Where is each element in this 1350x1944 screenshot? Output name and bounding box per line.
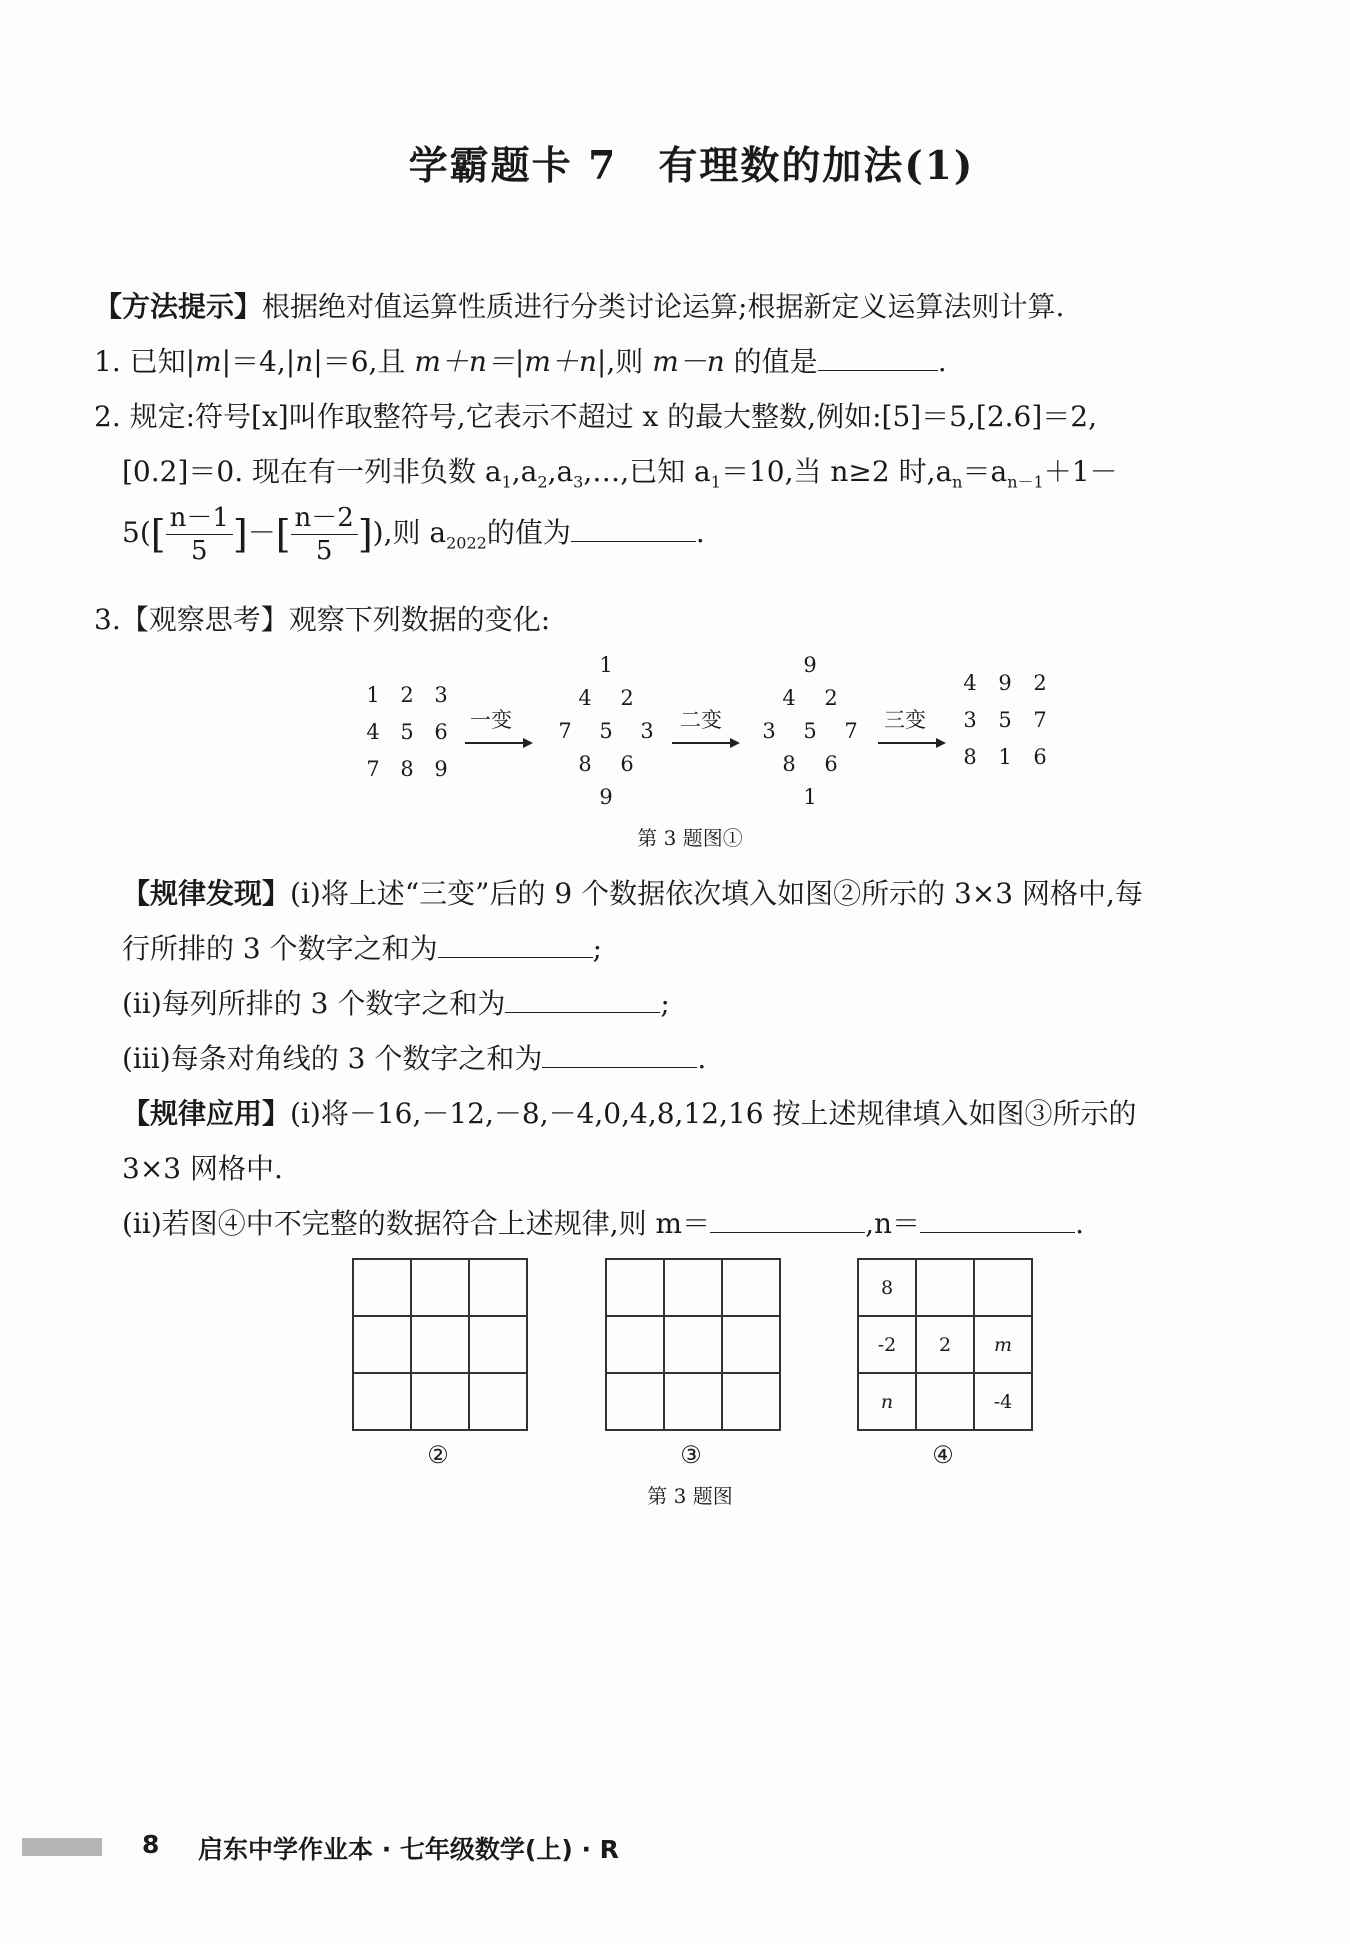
grid-label-2: ② — [427, 1441, 449, 1469]
fig1-g1-number: 3 — [640, 719, 654, 743]
fig1-g0-number: 6 — [434, 720, 448, 744]
fig1-g1-number: 5 — [599, 719, 613, 743]
fig1-g3-number: 8 — [963, 745, 977, 769]
rule-application-1b: 3×3 网格中. — [122, 1152, 283, 1185]
fig1-g1-number: 8 — [578, 752, 592, 776]
grid4-cell: m — [974, 1316, 1032, 1373]
answer-blank-2[interactable] — [571, 535, 696, 542]
answer-blank-diagonal-sum[interactable] — [542, 1061, 697, 1068]
rule-application-1a: 【规律应用】(ⅰ)将－16,－12,－8,－4,0,4,8,12,16 按上述规律填入如图③所示的 — [122, 1097, 1137, 1130]
fig1-g2-number: 3 — [762, 719, 776, 743]
fig1-g0-number: 9 — [434, 757, 448, 781]
grid4-cell: 8 — [858, 1259, 916, 1316]
fig1-g3-number: 5 — [998, 708, 1012, 732]
answer-blank-column-sum[interactable] — [505, 1006, 660, 1013]
fig1-g1-number: 9 — [599, 785, 613, 809]
fig1-g1-number: 7 — [558, 719, 572, 743]
figure-caption: 第 3 题图 — [647, 1484, 733, 1508]
footer-bar — [22, 1838, 102, 1856]
question-2-line-3: 5([ $\frac{n-1}{5}$ ]－[ $\frac{n-2}{5}$ ]),则 $a_{2022}$的值为 . — [122, 503, 705, 566]
fig1-g0-number: 4 — [366, 720, 380, 744]
method-hint — [94, 285, 1064, 325]
fig1-g3-number: 7 — [1033, 708, 1047, 732]
arrow-1 — [465, 742, 531, 744]
grid-label-3: ③ — [680, 1441, 702, 1469]
grid-figure-2 — [352, 1258, 528, 1431]
book-title: 启东中学作业本 · 七年级数学(上) · R — [198, 1835, 619, 1864]
fig1-g3-number: 3 — [963, 708, 977, 732]
fig1-g0-number: 5 — [400, 720, 414, 744]
grid4-cell: 2 — [916, 1316, 974, 1373]
fig1-g3-number: 4 — [963, 671, 977, 695]
answer-blank-m[interactable] — [710, 1226, 865, 1233]
grid4-cell[interactable] — [916, 1259, 974, 1316]
question-2-line-2: [0.2]＝0. 现在有一列非负数 $a_1,a_2,a_3,\dots$,已知 $a_1=10$,当 n≥2 时$,a_n=a_{n-1}+1-$ — [122, 455, 1118, 492]
page-number: 8 — [142, 1830, 160, 1859]
fig1-g3-number: 6 — [1033, 745, 1047, 769]
grid-figure-4 — [857, 1258, 1033, 1431]
fraction-1: $\frac{n-1}{5}$ — [166, 505, 233, 564]
fraction-2: $\frac{n-2}{5}$ — [291, 505, 358, 564]
rule-discovery-2: (ⅱ)每列所排的 3 个数字之和为 ; — [122, 987, 670, 1020]
fig1-g3-number: 2 — [1033, 671, 1047, 695]
answer-blank-row-sum[interactable] — [438, 951, 593, 958]
method-tag: 【方法提示】 — [94, 290, 263, 323]
question-2-line-1: 2. 规定:符号[x]叫作取整符号,它表示不超过 x 的最大整数,例如:[5]＝5,[2.6]＝2, — [94, 400, 1097, 433]
question-3-intro: 3.【观察思考】观察下列数据的变化: — [94, 603, 551, 636]
rule-application-2: (ⅱ)若图④中不完整的数据符合上述规律,则 m＝ ,n＝ . — [122, 1207, 1084, 1240]
fig1-g2-number: 4 — [782, 686, 796, 710]
page-title: 学霸题卡 7 有理数的加法(1) — [408, 143, 975, 189]
fig1-g0-number: 7 — [366, 757, 380, 781]
grid4-cell: -2 — [858, 1316, 916, 1373]
rule-discovery-3: (ⅲ)每条对角线的 3 个数字之和为 . — [122, 1042, 707, 1075]
arrow-label-2: 二变 — [680, 708, 722, 732]
arrow-2 — [672, 742, 738, 744]
fig1-g2-number: 2 — [824, 686, 838, 710]
answer-blank-n[interactable] — [920, 1226, 1075, 1233]
grid-label-4: ④ — [932, 1441, 954, 1469]
grid-figure-3 — [605, 1258, 781, 1431]
rule-discovery-1b: 行所排的 3 个数字之和为 ; — [122, 932, 603, 965]
fig1-g0-number: 3 — [434, 683, 448, 707]
fig1-g3-number: 1 — [998, 745, 1012, 769]
arrow-label-3: 三变 — [884, 708, 926, 732]
fig1-g2-number: 7 — [844, 719, 858, 743]
fig1-g2-number: 8 — [782, 752, 796, 776]
fig1-g2-number: 9 — [803, 653, 817, 677]
fig1-g1-number: 6 — [620, 752, 634, 776]
fig1-g2-number: 6 — [824, 752, 838, 776]
answer-blank-1[interactable] — [818, 364, 938, 371]
grid4-cell[interactable] — [974, 1259, 1032, 1316]
fig1-g1-number: 1 — [599, 653, 613, 677]
grid4-cell[interactable] — [916, 1373, 974, 1430]
fig1-g0-number: 2 — [400, 683, 414, 707]
fig1-g3-number: 9 — [998, 671, 1012, 695]
arrow-3 — [878, 742, 944, 744]
question-1: 1. 已知|m|＝4,|n|＝6,且 m＋n＝|m＋n|,则 m－n 的值是 . — [94, 345, 947, 378]
fig1-g1-number: 2 — [620, 686, 634, 710]
figure-1-caption: 第 3 题图① — [637, 826, 743, 850]
fig1-g0-number: 1 — [366, 683, 380, 707]
method-text: 根据绝对值运算性质进行分类讨论运算;根据新定义运算法则计算. — [262, 290, 1065, 323]
fig1-g1-number: 4 — [578, 686, 592, 710]
fig1-g2-number: 1 — [803, 785, 817, 809]
arrow-label-1: 一变 — [470, 708, 512, 732]
fig1-g2-number: 5 — [803, 719, 817, 743]
rule-discovery-1a: 【规律发现】(ⅰ)将上述“三变”后的 9 个数据依次填入如图②所示的 3×3 网格中,每 — [122, 877, 1143, 910]
grid4-cell: n — [858, 1373, 916, 1430]
grid4-cell: -4 — [974, 1373, 1032, 1430]
fig1-g0-number: 8 — [400, 757, 414, 781]
